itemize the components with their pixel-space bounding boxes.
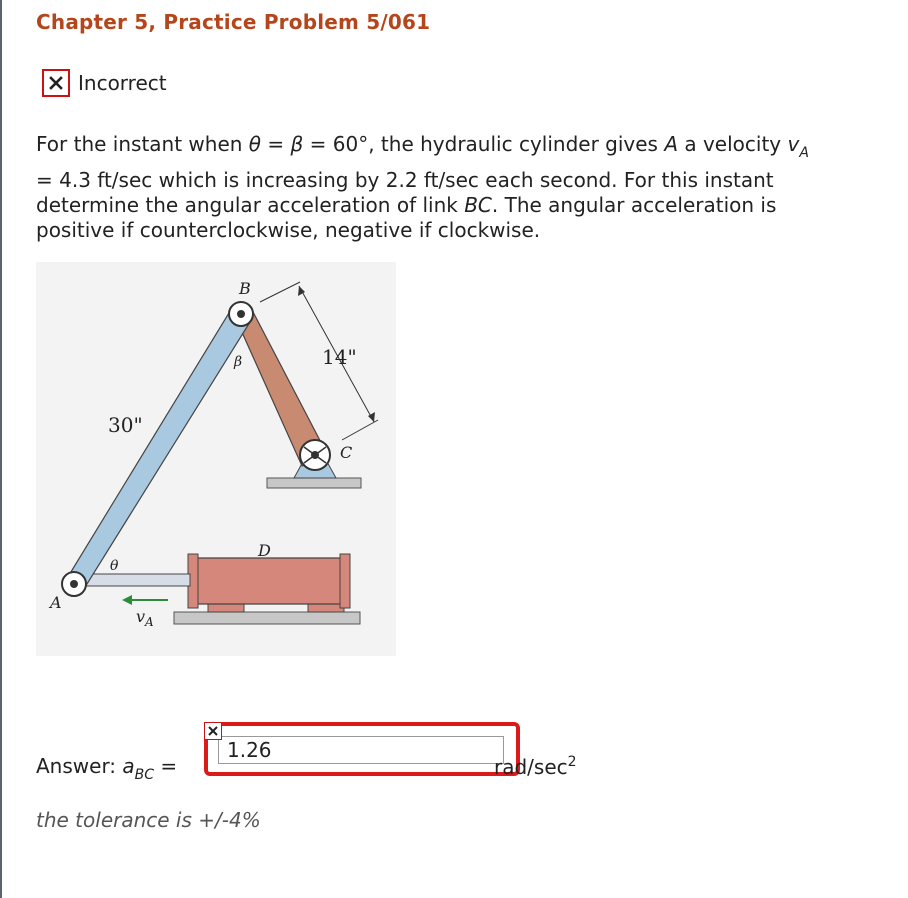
velocity-symbol: v xyxy=(787,132,800,156)
problem-text: = 60°, the hydraulic cylinder gives xyxy=(303,132,665,156)
label-14: 14" xyxy=(322,345,357,369)
label-va: $v_A$ xyxy=(136,607,154,629)
label-theta: θ xyxy=(110,558,119,574)
label-beta: β xyxy=(234,354,243,370)
problem-text: = xyxy=(261,132,291,156)
piston-rod xyxy=(84,574,190,586)
page-title: Chapter 5, Practice Problem 5/061 xyxy=(36,10,431,34)
label-b: B xyxy=(239,279,251,298)
tolerance-note: the tolerance is +/-4% xyxy=(36,808,261,832)
problem-text: For the instant when xyxy=(36,132,249,156)
problem-text: = 4.3 ft/sec which is increasing by 2.2 ft/sec each second. For this instant xyxy=(36,168,774,192)
mechanism-diagram xyxy=(36,262,396,656)
hydraulic-cylinder xyxy=(196,558,342,604)
problem-text: determine the angular acceleration of link xyxy=(36,193,465,217)
point-a-symbol: A xyxy=(664,132,678,156)
velocity-subscript: A xyxy=(799,145,809,161)
theta-symbol: θ xyxy=(248,132,262,156)
label-d: D xyxy=(258,541,271,560)
mechanism-figure xyxy=(36,262,396,656)
incorrect-icon xyxy=(204,722,222,740)
left-border xyxy=(0,0,2,898)
answer-row xyxy=(36,750,896,783)
problem-text: positive if counterclockwise, negative if clockwise. xyxy=(36,218,541,242)
label-30: 30" xyxy=(108,413,143,437)
answer-input-frame xyxy=(204,722,520,776)
ground-d xyxy=(174,612,360,624)
answer-unit: rad/$\sec^2$ xyxy=(494,754,577,779)
x-mark-icon xyxy=(42,69,70,97)
answer-input[interactable] xyxy=(218,736,504,764)
label-c: C xyxy=(340,443,353,462)
problem-statement xyxy=(36,130,896,243)
problem-text: . The angular acceleration is xyxy=(491,193,777,217)
status-text: Incorrect xyxy=(78,71,167,95)
problem-text: a velocity xyxy=(678,132,788,156)
beta-symbol: β xyxy=(290,132,304,156)
answer-label: Answer: $a_{BC}$ = xyxy=(36,754,178,783)
result-status xyxy=(42,70,167,96)
label-a: A xyxy=(50,593,62,612)
ground-c xyxy=(267,478,361,488)
link-ab xyxy=(66,308,250,592)
link-bc-symbol: BC xyxy=(464,193,492,217)
